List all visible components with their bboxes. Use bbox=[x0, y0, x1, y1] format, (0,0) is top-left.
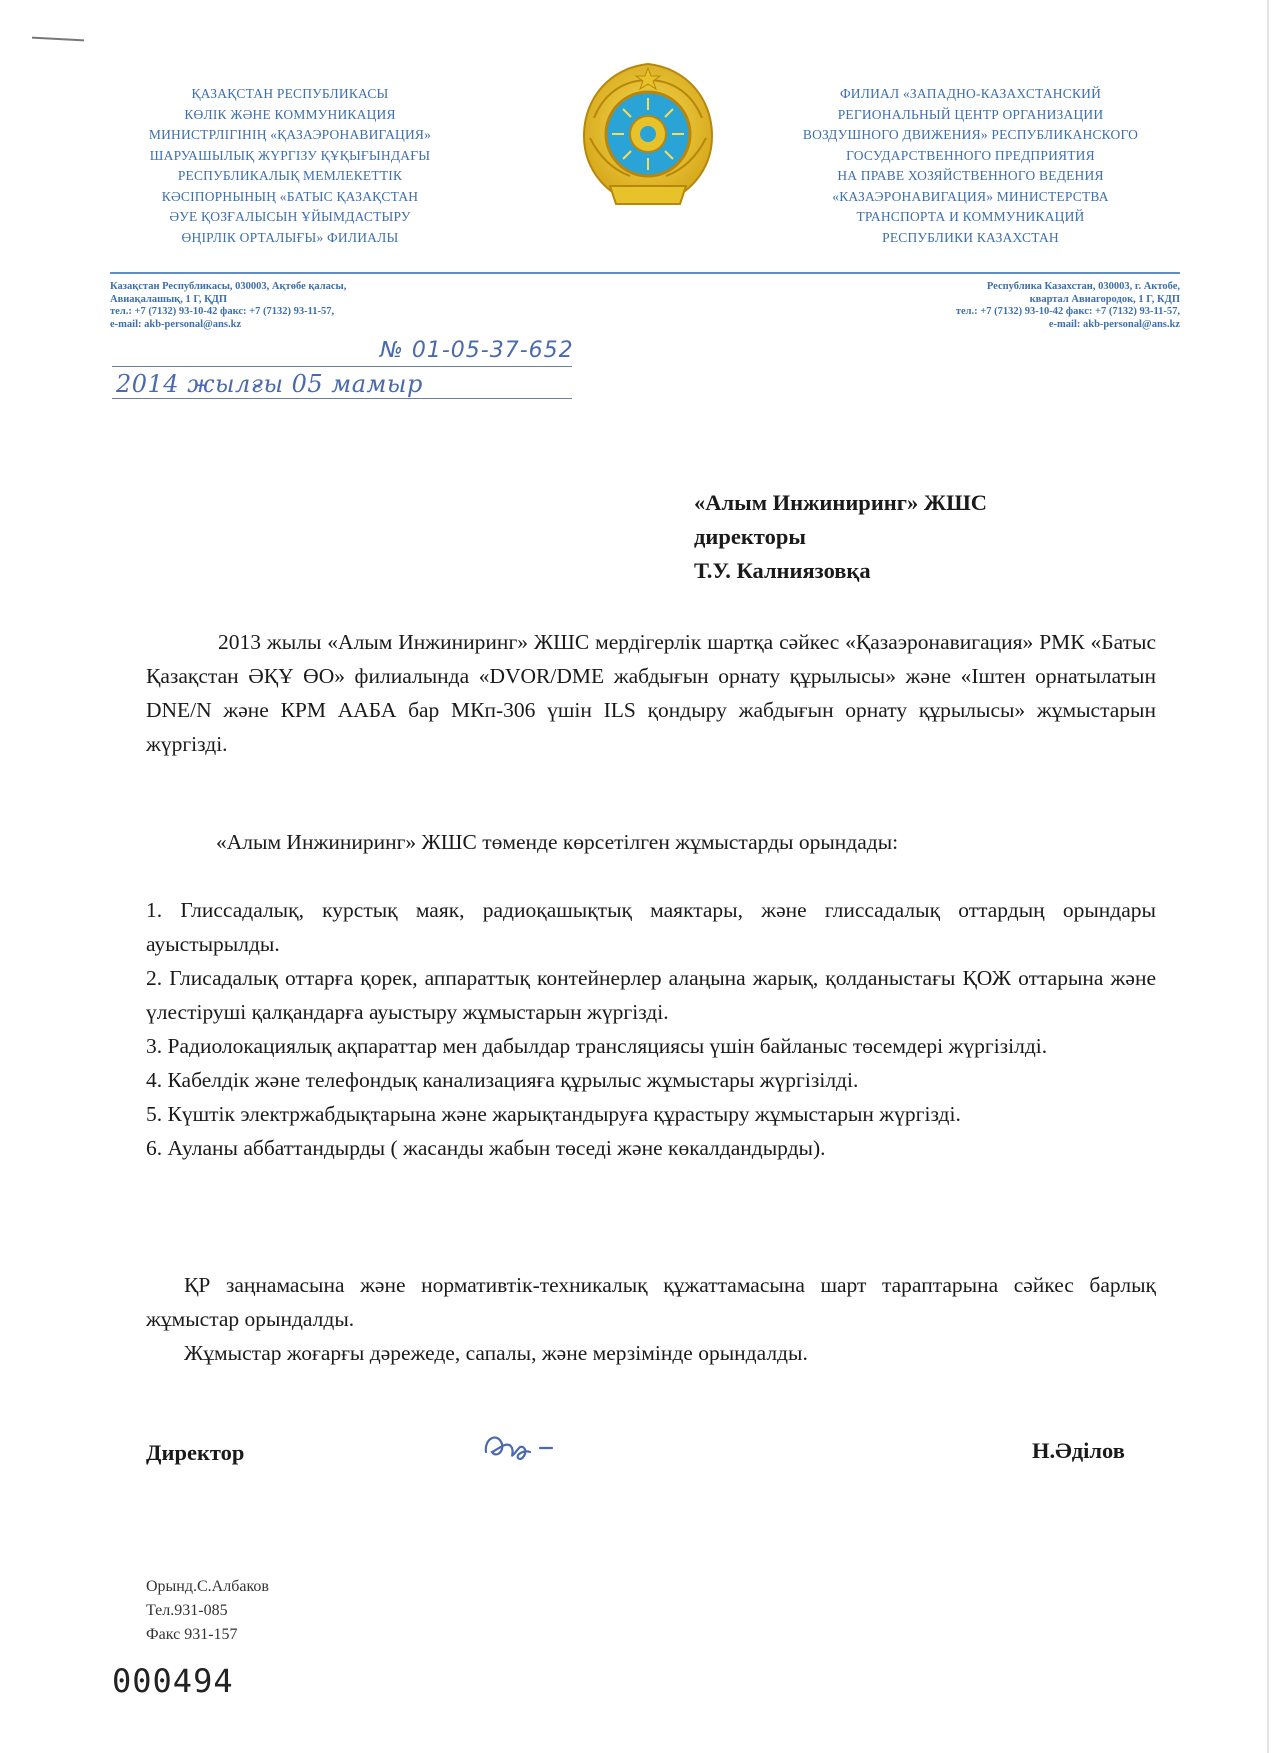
address-russian bbox=[820, 281, 1180, 331]
signature-name: Н.Әділов bbox=[1032, 1438, 1125, 1463]
letterhead-line: ТРАНСПОРТА И КОММУНИКАЦИЙ bbox=[856, 209, 1085, 224]
letterhead-line: НА ПРАВЕ ХОЗЯЙСТВЕННОГО ВЕДЕНИЯ bbox=[837, 168, 1104, 183]
addressee-position: директоры bbox=[694, 524, 806, 549]
registration-date: 2014 жылғы 05 мамыр bbox=[116, 370, 423, 398]
letterhead-line: КӘСІПОРНЫНЫҢ «БАТЫС ҚАЗАҚСТАН bbox=[161, 188, 419, 204]
address-line: Республика Казахстан, 030003, г. Актобе, bbox=[986, 281, 1180, 292]
letterhead-kazakh bbox=[100, 84, 480, 248]
letterhead-line: РЕСПУБЛИКИ КАЗАХСТАН bbox=[882, 229, 1059, 245]
executor-fax: Факс 931-157 bbox=[146, 1626, 238, 1643]
address-line: квартал Авиагородок, 1 Г, КДП bbox=[1029, 293, 1180, 305]
handwritten-signature bbox=[480, 1418, 570, 1477]
address-line: Авиақалашық, 1 Г, ҚДП bbox=[110, 293, 228, 305]
letterhead-line: РЕСПУБЛИКАЛЫҚ МЕМЛЕКЕТТІК bbox=[177, 168, 403, 183]
body-paragraph-intro: 2013 жылы «Алым Инжиниринг» ЖШС мердігерлік шартқа сәйкес «Қазаэронавигация» РМК «Батыс Қазақстан ӘҚҰ ӨО» филиалында «DVOR/DME жабдығын орнату құрылысы» және «Іштен орнатылатын DNE/N және КРМ ААБА бар МКп-306 үшін ILS қондыру жабдығын орнату құрылысы» жұмыстарын жүргізді. bbox=[146, 630, 1156, 756]
closing-compliance: ҚР заңнамасына және нормативтік-техникалық құжаттамасына шарт тараптарына сәйкес барлық жұмыстар орындалды. bbox=[146, 1273, 1156, 1331]
list-item: 2. Глисадалық оттарға қорек, аппараттық контейнерлер алаңына жарық, қолданыстағы ҚОЖ оттарына және үлестіруші қалқандарға ауыстыру жұмыстарын жүргізді. bbox=[146, 966, 1156, 1024]
state-emblem-icon bbox=[570, 58, 726, 216]
address-line: Казақстан Республикасы, 030003, Ақтөбе қаласы, bbox=[110, 281, 347, 292]
list-item: 1. Глиссадалық, курстық маяк, радиоқашықтық маяктары, және глиссадалық оттардың орындары ауыстырылды. bbox=[146, 898, 1156, 956]
address-line: e-mail: akb-personal@ans.kz bbox=[110, 318, 242, 330]
body-paragraph-works: «Алым Инжиниринг» ЖШС төменде көрсетілген жұмыстарды орындады: bbox=[216, 830, 899, 854]
registration-line bbox=[112, 398, 572, 399]
signature-title: Директор bbox=[146, 1440, 245, 1465]
addressee-company: «Алым Инжиниринг» ЖШС bbox=[694, 490, 988, 515]
letterhead-line: РЕГИОНАЛЬНЫЙ ЦЕНТР ОРГАНИЗАЦИИ bbox=[837, 106, 1104, 122]
executor-phone: Тел.931-085 bbox=[146, 1602, 228, 1619]
executor-contact bbox=[146, 1575, 269, 1647]
addressee-block bbox=[694, 486, 987, 588]
address-line: e-mail: akb-personal@ans.kz bbox=[1048, 318, 1180, 330]
letterhead-line: ГОСУДАРСТВЕННОГО ПРЕДПРИЯТИЯ bbox=[846, 147, 1095, 163]
registration-number: № 01-05-37-652 bbox=[380, 338, 574, 363]
letterhead-russian bbox=[768, 84, 1173, 248]
letterhead-line: ӘУЕ ҚОЗҒАЛЫСЫН ҰЙЫМДАСТЫРУ bbox=[169, 209, 411, 224]
letterhead-line: ҚАЗАҚСТАН РЕСПУБЛИКАСЫ bbox=[191, 86, 389, 101]
works-list bbox=[146, 893, 1156, 1165]
closing-paragraphs bbox=[146, 1268, 1156, 1370]
signature-scribble-icon bbox=[480, 1418, 570, 1468]
registration-line bbox=[112, 366, 572, 367]
state-emblem bbox=[570, 58, 726, 216]
list-item: 4. Кабелдік және телефондық канализацияға құрылыс жұмыстары жүргізілді. bbox=[146, 1068, 859, 1092]
list-item: 3. Радиолокациялық ақпараттар мен дабылдар трансляциясы үшін байланыс төсемдері жүргізілді. bbox=[146, 1034, 1048, 1058]
letterhead-line: ӨҢІРЛІК ОРТАЛЫҒЫ» ФИЛИАЛЫ bbox=[181, 229, 399, 245]
corner-pen-mark bbox=[32, 37, 84, 42]
list-item: 6. Ауланы аббаттандырды ( жасанды жабын төседі және көкалдандырды). bbox=[146, 1136, 826, 1160]
letterhead-line: ШАРУАШЫЛЫҚ ЖҮРГІЗУ ҚҰҚЫҒЫНДАҒЫ bbox=[149, 147, 431, 163]
list-item: 5. Күштік электржабдықтарына және жарықтандыруға құрастыру жұмыстарын жүргізді. bbox=[146, 1102, 961, 1126]
document-serial-number: 000494 bbox=[112, 1662, 234, 1700]
executor-name: Орынд.С.Албаков bbox=[146, 1578, 269, 1595]
header-divider bbox=[110, 272, 1180, 274]
address-line: тел.: +7 (7132) 93-10-42 факс: +7 (7132) 93-11-57, bbox=[955, 306, 1180, 317]
address-line: тел.: +7 (7132) 93-10-42 факс: +7 (7132) 93-11-57, bbox=[110, 306, 335, 317]
scan-edge bbox=[1267, 0, 1269, 1753]
letterhead-line: КӨЛІК ЖӘНЕ КОММУНИКАЦИЯ bbox=[184, 106, 396, 122]
letterhead-line: «КАЗАЭРОНАВИГАЦИЯ» МИНИСТЕРСТВА bbox=[832, 188, 1109, 204]
address-kazakh bbox=[110, 281, 470, 331]
letterhead-line: МИНИСТРЛІГІНІҢ «ҚАЗАЭРОНАВИГАЦИЯ» bbox=[148, 127, 432, 142]
letterhead-line: ФИЛИАЛ «ЗАПАДНО-КАЗАХСТАНСКИЙ bbox=[839, 86, 1102, 101]
addressee-name: Т.У. Калниязовқа bbox=[694, 558, 871, 583]
closing-quality: Жұмыстар жоғарғы дәрежеде, сапалы, және мерзімінде орындалды. bbox=[184, 1341, 808, 1365]
letterhead-line: ВОЗДУШНОГО ДВИЖЕНИЯ» РЕСПУБЛИКАНСКОГО bbox=[802, 127, 1139, 142]
